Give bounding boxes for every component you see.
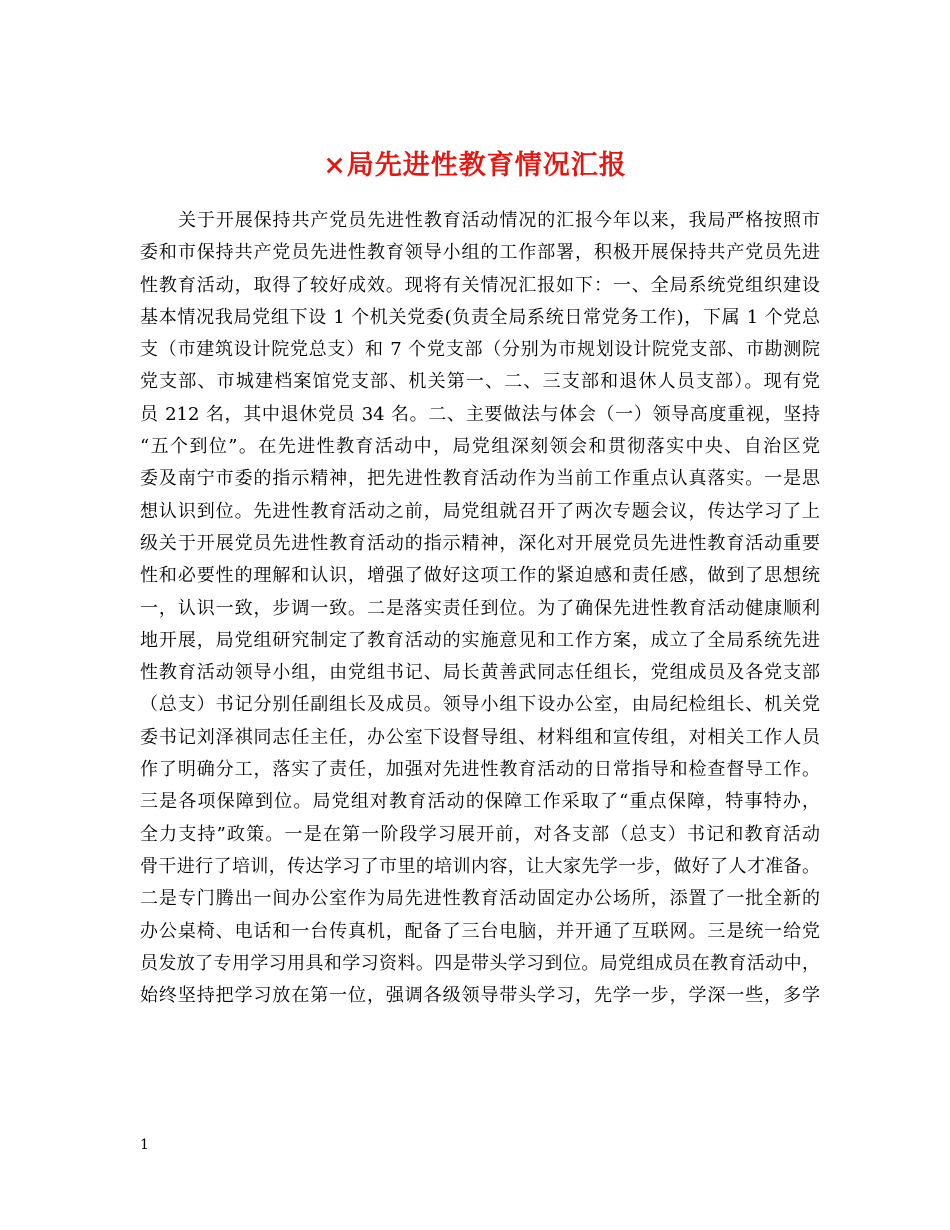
body-line: 一，认识一致，步调一致。二是落实责任到位。为了确保先进性教育活动健康顺利 xyxy=(140,597,820,619)
body-line: 员 212 名，其中退休党员 34 名。二、主要做法与体会（一）领导高度重视，坚持 xyxy=(140,403,820,425)
body-line: 级关于开展党员先进性教育活动的指示精神，深化对开展党员先进性教育活动重要 xyxy=(140,532,820,554)
body-line: 员发放了专用学习用具和学习资料。四是带头学习到位。局党组成员在教育活动中， xyxy=(140,952,820,974)
body-line: 支（市建筑设计院党总支）和 7 个党支部（分别为市规划设计院党支部、市勘测院 xyxy=(140,339,820,361)
body-line: 委及南宁市委的指示精神，把先进性教育活动作为当前工作重点认真落实。一是思 xyxy=(140,468,820,490)
body-line: 始终坚持把学习放在第一位，强调各级领导带头学习，先学一步，学深一些，多学 xyxy=(140,985,820,1007)
body-line: 关于开展保持共产党员先进性教育活动情况的汇报今年以来，我局严格按照市 xyxy=(178,210,820,231)
body-line: 性教育活动领导小组，由党组书记、局长黄善武同志任组长，党组成员及各党支部 xyxy=(140,662,820,684)
body-line: 基本情况我局党组下设 1 个机关党委(负责全局系统日常党务工作)，下属 1 个党总 xyxy=(140,306,820,328)
body-line: 三是各项保障到位。局党组对教育活动的保障工作采取了“重点保障，特事特办， xyxy=(140,791,820,813)
page-number: 1 xyxy=(140,1137,149,1153)
body-line: 办公桌椅、电话和一台传真机，配备了三台电脑，并开通了互联网。三是统一给党 xyxy=(140,920,820,942)
body-line: 想认识到位。先进性教育活动之前，局党组就召开了两次专题会议，传达学习了上 xyxy=(140,500,820,522)
body-line: 全力支持”政策。一是在第一阶段学习展开前，对各支部（总支）书记和教育活动 xyxy=(140,823,820,845)
body-text xyxy=(140,205,820,1012)
body-line: 二是专门腾出一间办公室作为局先进性教育活动固定办公场所，添置了一批全新的 xyxy=(140,888,820,910)
body-line: 党支部、市城建档案馆党支部、机关第一、二、三支部和退休人员支部）。现有党 xyxy=(140,371,820,393)
body-line: 作了明确分工，落实了责任，加强对先进性教育活动的日常指导和检查督导工作。 xyxy=(140,759,820,781)
body-line: 骨干进行了培训，传达学习了市里的培训内容，让大家先学一步，做好了人才准备。 xyxy=(140,855,820,877)
body-line: 地开展，局党组研究制定了教育活动的实施意见和工作方案，成立了全局系统先进 xyxy=(140,629,820,651)
body-line: 委和市保持共产党员先进性教育领导小组的工作部署，积极开展保持共产党员先进 xyxy=(140,242,820,264)
body-line: 性教育活动，取得了较好成效。现将有关情况汇报如下：一、全局系统党组织建设 xyxy=(140,274,820,296)
body-line: “五个到位”。在先进性教育活动中，局党组深刻领会和贯彻落实中央、自治区党 xyxy=(140,436,820,458)
body-line: 委书记刘泽祺同志任主任，办公室下设督导组、材料组和宣传组，对相关工作人员 xyxy=(140,726,820,748)
page-title: ×局先进性教育情况汇报 xyxy=(323,150,627,182)
body-line: 性和必要性的理解和认识，增强了做好这项工作的紧迫感和责任感，做到了思想统 xyxy=(140,565,820,587)
body-line: （总支）书记分别任副组长及成员。领导小组下设办公室，由局纪检组长、机关党 xyxy=(140,694,820,716)
